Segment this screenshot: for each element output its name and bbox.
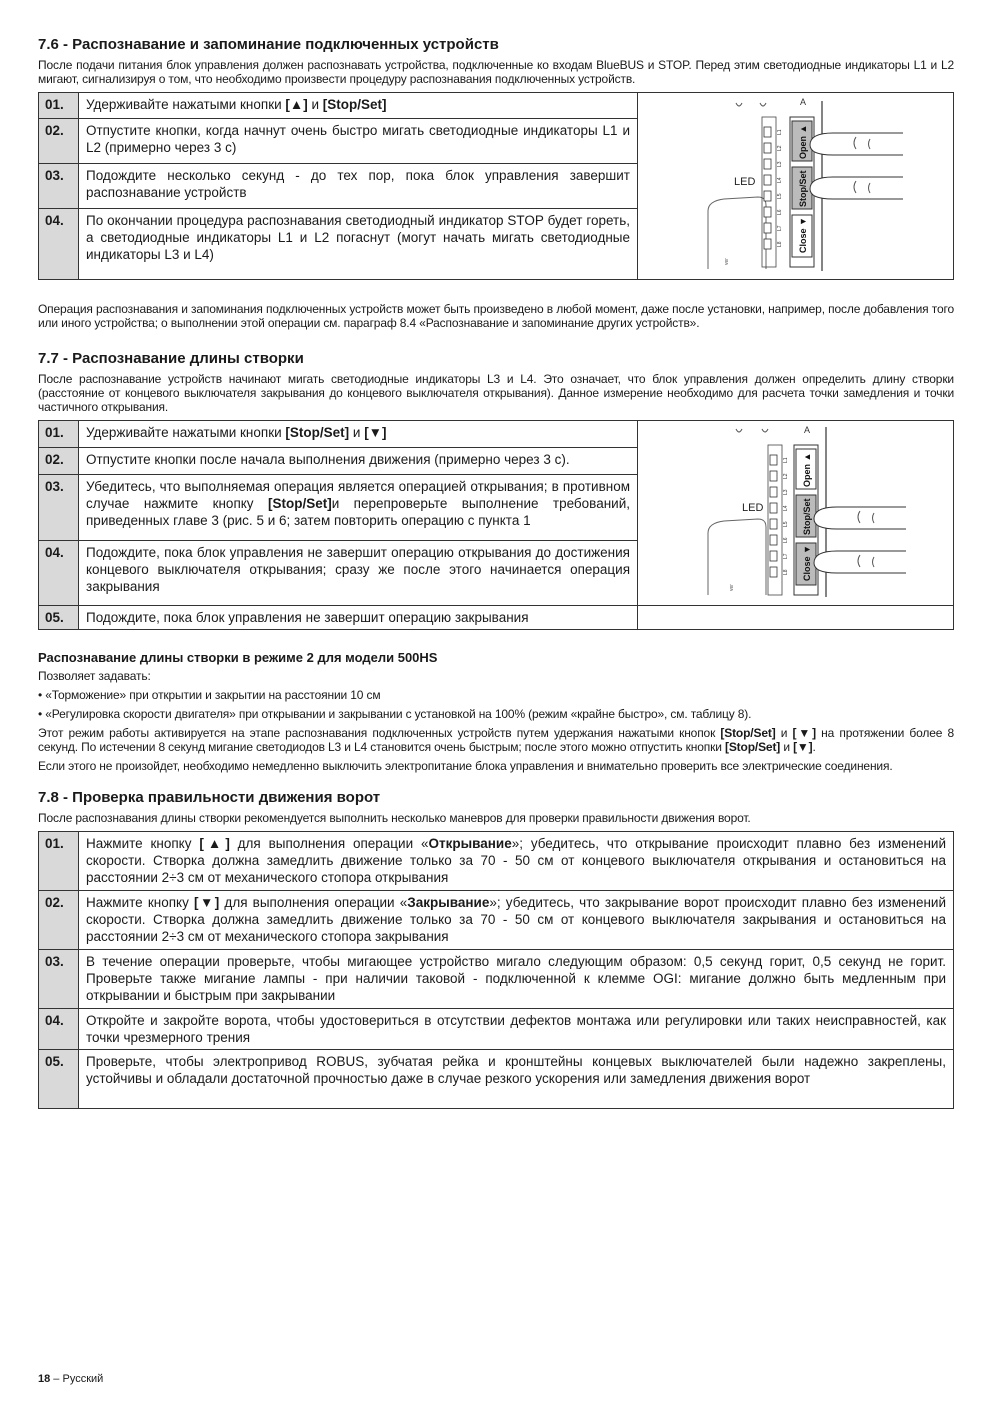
step-number: 03.: [39, 950, 79, 1009]
svg-text:L7: L7: [777, 225, 783, 231]
step-number: 01.: [39, 93, 79, 119]
step-text: Подождите, пока блок управления не завершит операцию закрывания: [79, 606, 638, 630]
step-text: Проверьте, чтобы электропривод ROBUS, зубчатая рейка и кронштейны концевых выключателей были надежно закреплены, устойчивы и обладали достаточной прочностью даже в случае резкого ускорения или замедления движения ворот: [79, 1050, 954, 1109]
section-7-8-title: 7.8 - Проверка правильности движения ворот: [38, 789, 381, 806]
step-text: Подождите несколько секунд - до тех пор, пока блок управления завершит распознавание устройств: [79, 164, 638, 209]
svg-text:A: A: [804, 425, 811, 435]
step-number: 02.: [39, 119, 79, 164]
step-number: 04.: [39, 1009, 79, 1050]
svg-text:L1: L1: [783, 457, 789, 463]
svg-text:L3: L3: [777, 161, 783, 167]
mode2-title: Распознавание длины створки в режиме 2 для модели 500HS: [38, 650, 438, 665]
table-row: [39, 891, 954, 950]
svg-text:L4: L4: [777, 177, 783, 183]
steps-table-7-7: [38, 420, 954, 630]
finger-icon: [814, 507, 906, 573]
step-text: В течение операции проверьте, чтобы мигающее устройство мигало следующим образом: 0,5 секунд горит, 0,5 секунд не горит. Проверьте также мигание лампы - при наличии таковой - подключенной к клемме OGI: мигание должно быть медленным при открывании и быстрым при закрывании: [79, 950, 954, 1009]
svg-text:Stop/Set: Stop/Set: [802, 498, 812, 535]
step-number: 04.: [39, 209, 79, 280]
mode2-paragraph: Этот режим работы активируется на этапе распознавания подключенных устройств путем удержания нажатыми кнопок [Stop/Set] и [▼] на протяжении более 8 секунд. По истечении 8 секунд мигание светодиодов L3 и L4 становится очень быстрым; после этого можно отпустить кнопки [Stop/Set] и [▼].: [38, 726, 954, 754]
step-number: 05.: [39, 1050, 79, 1109]
svg-text:L4: L4: [783, 505, 789, 511]
finger-icon: [810, 133, 903, 199]
step-text: Отпустите кнопки, когда начнут очень быстро мигать светодиодные индикаторы L1 и L2 (примерно через 3 с): [79, 119, 638, 164]
svg-text:L3: L3: [783, 489, 789, 495]
svg-text:L1: L1: [777, 129, 783, 135]
table-row: [39, 1050, 954, 1109]
step-text: Подождите, пока блок управления не завершит операцию открывания до достижения концевого выключателя открывания; сразу же после этого начинается операция закрывания: [79, 540, 638, 605]
led-label: LED: [734, 176, 756, 188]
svg-text:Close ▼: Close ▼: [802, 545, 812, 581]
svg-text:L5: L5: [777, 193, 783, 199]
svg-text:A: A: [800, 97, 807, 107]
panel-illustration-1: [638, 93, 953, 275]
table-row: [39, 93, 954, 119]
svg-text:L2: L2: [777, 145, 783, 151]
section-7-6-note: Операция распознавания и запоминания подключенных устройств может быть произведено в любой момент, даже после установки, например, после добавления того или иного устройства; о выполнении этой операции см. параграф 8.4 «Распознавание и запоминание других устройств».: [38, 302, 954, 330]
mode2-bullet: • «Регулировка скорости двигателя» при открывании и закрывании с установкой на 100% (режим «крайне быстро», см. таблицу 8).: [38, 707, 752, 721]
svg-text:Close ▼: Close ▼: [798, 217, 808, 253]
svg-text:L8: L8: [783, 569, 789, 575]
svg-text:L6: L6: [777, 209, 783, 215]
table-row: [39, 421, 954, 448]
svg-text:Stop/Set: Stop/Set: [798, 170, 808, 207]
svg-text:L6: L6: [783, 537, 789, 543]
step-text: Нажмите кнопку [▲] для выполнения операции «Открывание»; убедитесь, что открывание происходит плавно без изменений скорости. Створка должна замедлить движение только за 70 - 50 см от концевого выключателя открывания и остановиться на расстоянии 2÷3 см от механического стопора открывания: [79, 832, 954, 891]
section-7-7-title: 7.7 - Распознавание длины створки: [38, 350, 304, 367]
section-7-6-intro: После подачи питания блок управления должен распознавать устройства, подключенные ко входам BlueBUS и STOP. Перед этим светодиодные индикаторы L1 и L2 мигают, сигнализируя о том, что необходимо произвести процедуру распознавания подключенных устройств.: [38, 58, 954, 86]
step-text: Отпустите кнопки после начала выполнения движения (примерно через 3 с).: [79, 448, 638, 475]
table-row: [39, 1009, 954, 1050]
small-label: ver: [724, 258, 730, 265]
mode2-lead: Позволяет задавать:: [38, 669, 151, 683]
step-number: 01.: [39, 421, 79, 448]
page-number: 18: [38, 1373, 51, 1385]
section-7-8-intro: После распознавания длины створки рекомендуется выполнить несколько маневров для проверки правильности движения ворот.: [38, 811, 751, 825]
step-number: 02.: [39, 448, 79, 475]
step-text: Удерживайте нажатыми кнопки [▲] и [Stop/Set]: [79, 93, 638, 119]
step-text: По окончании процедура распознавания светодиодный индикатор STOP будет гореть, а светодиодные индикаторы L1 и L2 погаснут (могут начать мигать светодиодные индикаторы L3 и L4): [79, 209, 638, 280]
svg-text:L5: L5: [783, 521, 789, 527]
svg-text:Open ▲: Open ▲: [802, 452, 812, 487]
step-number: 03.: [39, 475, 79, 540]
panel-illustration-2: [638, 421, 953, 601]
table-row: [39, 950, 954, 1009]
svg-text:L2: L2: [783, 473, 789, 479]
table-row: [39, 606, 954, 630]
step-text: Нажмите кнопку [▼] для выполнения операции «Закрывание»; убедитесь, что закрывание ворот происходит плавно без изменений скорости. Створка должна замедлить движение только за 70 - 50 см от концевого выключателя закрывания и остановиться на расстоянии 2÷3 см от механического стопора закрывания: [79, 891, 954, 950]
step-text: Убедитесь, что выполняемая операция является операцией открывания; в противном случае нажмите кнопку [Stop/Set]и перепроверьте выполнение требований, приведенных главе 3 (рис. 5 и 6; затем повторить операцию с пункта 1: [79, 475, 638, 540]
table-row: [39, 832, 954, 891]
step-text: Удерживайте нажатыми кнопки [Stop/Set] и [▼]: [79, 421, 638, 448]
page-footer: [38, 1373, 103, 1385]
led-label: LED: [742, 502, 764, 514]
step-text: Откройте и закройте ворота, чтобы удостовериться в отсутствии дефектов монтажа или регулировки или таких неисправностей, как точки чрезмерного трения: [79, 1009, 954, 1050]
step-number: 05.: [39, 606, 79, 630]
svg-text:L7: L7: [783, 553, 789, 559]
control-panel-figure: [638, 93, 954, 280]
step-number: 03.: [39, 164, 79, 209]
step-number: 02.: [39, 891, 79, 950]
section-7-7-intro: После распознавание устройств начинают мигать светодиодные индикаторы L3 и L4. Это означает, что блок управления должен определить длину створки (расстояние от концевого выключателя закрывания до концевого выключателя открывания). Данное измерение необходимо для расчета точки замедления и точки частичного открывания.: [38, 372, 954, 414]
svg-text:ver: ver: [729, 584, 735, 591]
steps-table-7-8: [38, 831, 954, 1109]
section-7-6-title: 7.6 - Распознавание и запоминание подключенных устройств: [38, 36, 499, 53]
control-panel-figure: [638, 421, 954, 606]
step-number: 01.: [39, 832, 79, 891]
step-number: 04.: [39, 540, 79, 605]
svg-text:Open ▲: Open ▲: [798, 124, 808, 159]
mode2-bullet: • «Торможение» при открытии и закрытии на расстоянии 10 см: [38, 688, 381, 702]
mode2-warning: Если этого не произойдет, необходимо немедленно выключить электропитание блока управления и внимательно проверить все электрические соединения.: [38, 759, 893, 773]
svg-text:L8: L8: [777, 241, 783, 247]
footer-language: – Русский: [50, 1373, 104, 1385]
steps-table-7-6: [38, 92, 954, 280]
